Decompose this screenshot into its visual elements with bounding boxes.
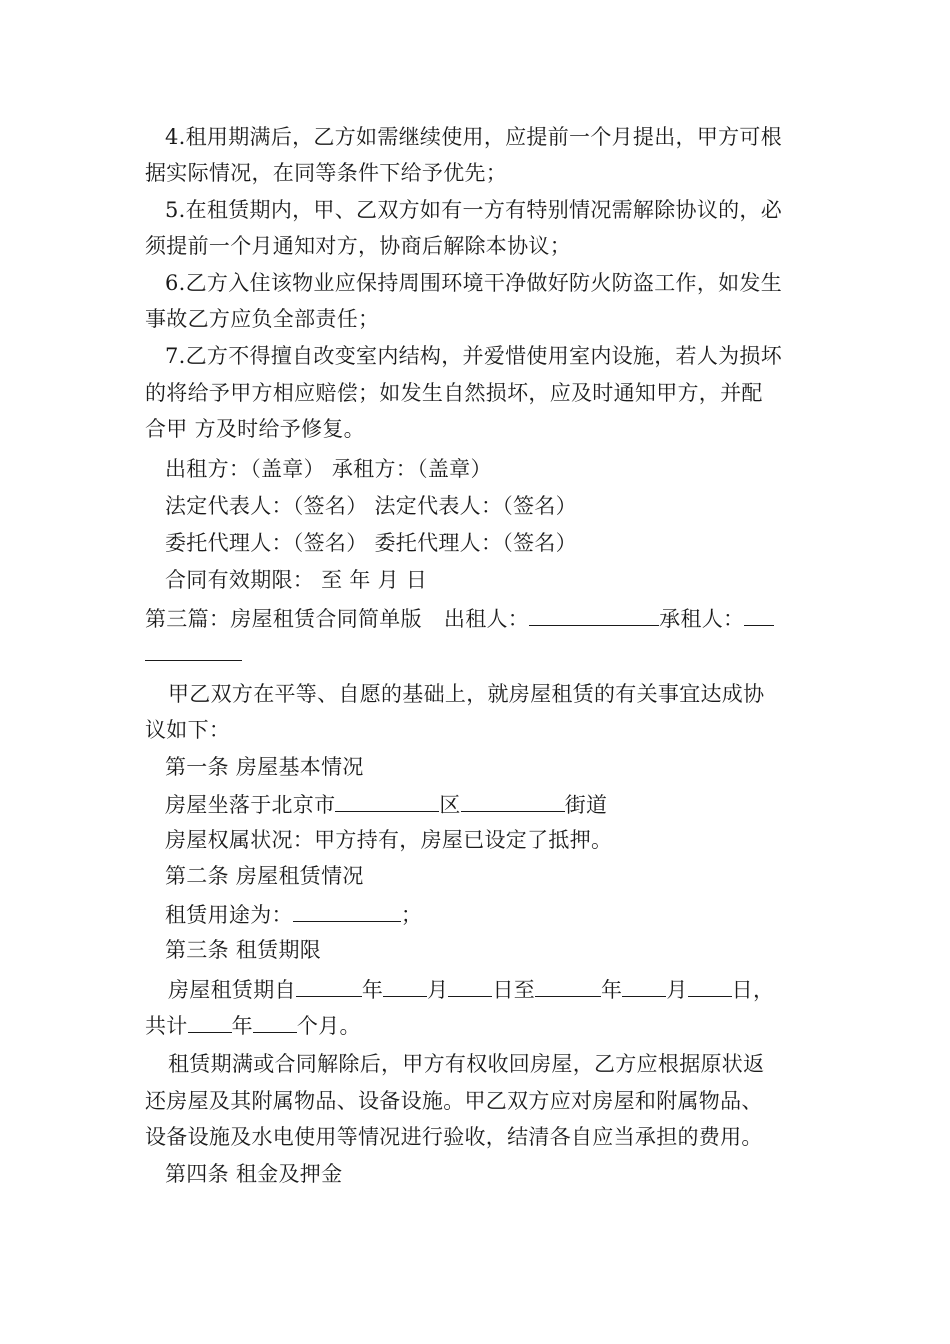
ownership-status: 房屋权属状况：甲方持有，房屋已设定了抵押。	[165, 828, 613, 852]
term-prefix: 房屋租赁期自	[168, 978, 296, 1002]
article-3-title: 第三条 租赁期限	[165, 938, 322, 962]
return-clause-line-1: 租赁期满或合同解除后，甲方有权收回房屋，乙方应根据原状返	[168, 1052, 765, 1076]
lessor-label: 出租人：	[443, 607, 530, 631]
lease-term-line	[168, 974, 774, 1002]
part-3-heading-line	[145, 603, 774, 631]
street-blank	[461, 789, 565, 812]
article-4-title: 第四条 租金及押金	[165, 1162, 343, 1186]
total-year-label: 年	[231, 1014, 253, 1038]
total-months-blank	[253, 1010, 297, 1033]
lessor-name-blank	[529, 603, 659, 626]
clause-6-line-1: 6.乙方入住该物业应保持周围环境干净做好防火防盗工作，如发生	[165, 271, 783, 295]
year-label: 年	[361, 978, 384, 1002]
district-blank	[335, 789, 439, 812]
article-2-title: 第二条 房屋租赁情况	[165, 864, 364, 888]
month-label: 月	[427, 978, 449, 1002]
intro-line-1: 甲乙双方在平等、自愿的基础上，就房屋租赁的有关事宜达成协	[168, 682, 765, 706]
lessee-name-blank-start	[744, 603, 774, 626]
location-street: 街道	[564, 793, 608, 817]
use-prefix: 租赁用途为：	[165, 903, 293, 927]
clause-4-line-1: 4.租用期满后，乙方如需继续使用，应提前一个月提出，甲方可根	[165, 125, 783, 149]
clause-7-line-3: 合甲 方及时给予修复。	[145, 417, 365, 441]
end-year-blank	[535, 974, 601, 997]
end-day-label: 日，	[731, 978, 775, 1002]
total-month-label: 个月。	[296, 1014, 361, 1038]
location-prefix: 房屋坐落于北京市	[165, 793, 336, 817]
signature-legal-representative: 法定代表人：（签名） 法定代表人：（签名）	[165, 494, 577, 518]
end-month-label: 月	[666, 978, 688, 1002]
return-clause-line-2: 还房屋及其附属物品、设备设施。甲乙双方应对房屋和附属物品、	[145, 1089, 763, 1113]
end-month-blank	[622, 974, 666, 997]
lessee-name-blank-end	[145, 638, 242, 661]
start-day-blank	[448, 974, 492, 997]
clause-4-line-2: 据实际情况，在同等条件下给予优先；	[145, 161, 508, 185]
signature-authorized-agent: 委托代理人：（签名） 委托代理人：（签名）	[165, 531, 577, 555]
lease-total-line	[145, 1010, 361, 1038]
lessee-label: 承租人：	[659, 607, 745, 631]
end-day-blank	[688, 974, 732, 997]
intro-line-2: 议如下：	[145, 718, 231, 742]
use-suffix: ；	[400, 903, 423, 927]
location-district: 区	[439, 793, 461, 817]
start-year-blank	[296, 974, 362, 997]
clause-7-line-2: 的将给予甲方相应赔偿；如发生自然损坏，应及时通知甲方，并配	[145, 381, 763, 405]
use-blank	[293, 899, 401, 922]
total-years-blank	[188, 1010, 232, 1033]
end-year-label: 年	[601, 978, 623, 1002]
clause-7-line-1: 7.乙方不得擅自改变室内结构，并爱惜使用室内设施，若人为损坏	[165, 344, 783, 368]
property-location-line	[165, 789, 607, 817]
lease-use-line	[165, 899, 422, 927]
part-3-title: 第三篇：房屋租赁合同简单版	[145, 607, 422, 631]
total-prefix: 共计	[145, 1014, 188, 1038]
clause-6-line-2: 事故乙方应负全部责任；	[145, 307, 380, 331]
start-month-blank	[383, 974, 427, 997]
signature-lessor-lessee: 出租方：（盖章） 承租方：（盖章）	[165, 457, 492, 481]
clause-5-line-1: 5.在租赁期内，甲、乙双方如有一方有特别情况需解除协议的，必	[165, 198, 783, 222]
lessee-name-blank-continued-line	[145, 638, 242, 666]
clause-5-line-2: 须提前一个月通知对方，协商后解除本协议；	[145, 234, 571, 258]
day-to-label: 日至	[492, 978, 536, 1002]
contract-validity-period: 合同有效期限： 至 年 月 日	[165, 568, 428, 592]
article-1-title: 第一条 房屋基本情况	[165, 755, 364, 779]
return-clause-line-3: 设备设施及水电使用等情况进行验收，结清各自应当承担的费用。	[145, 1125, 763, 1149]
